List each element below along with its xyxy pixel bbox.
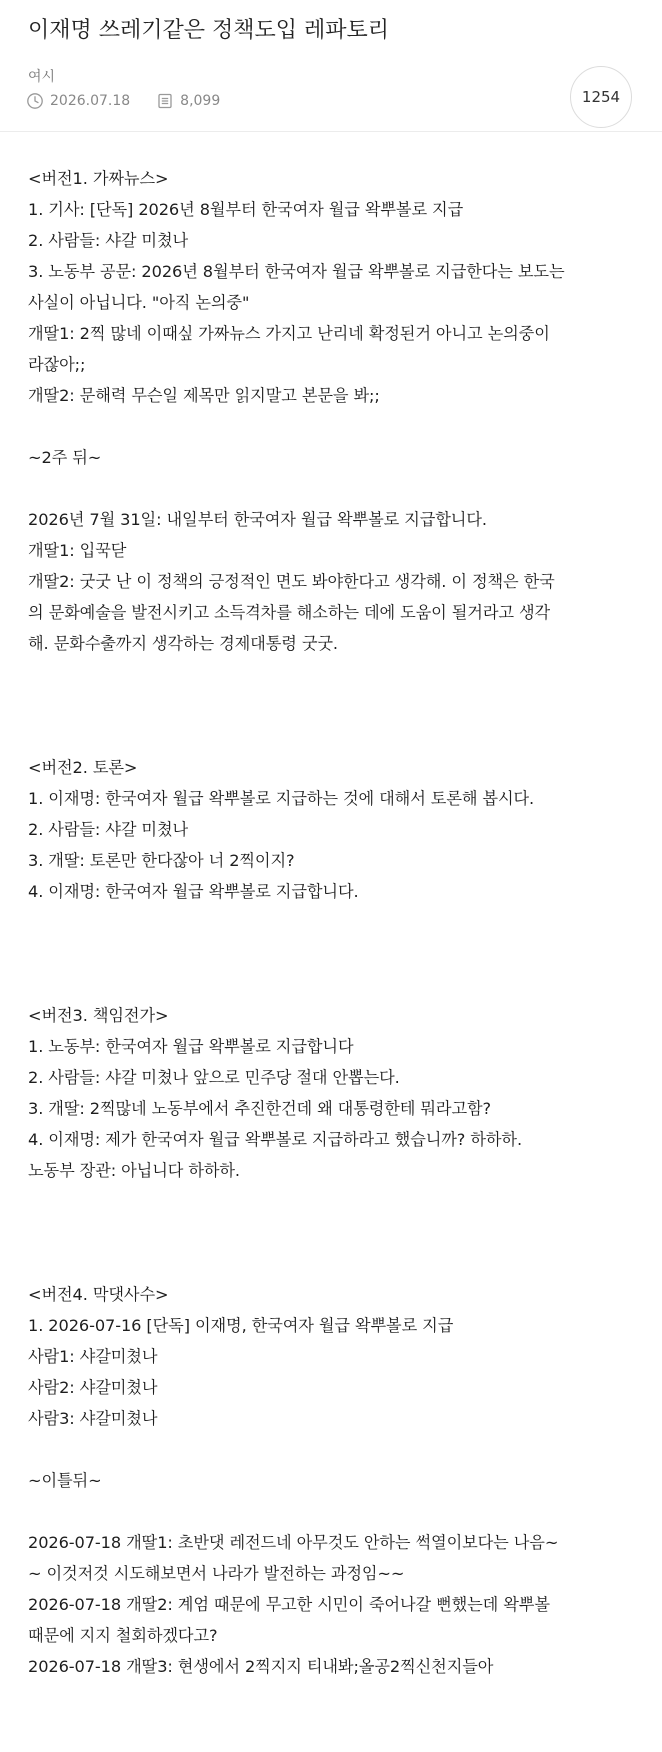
body-line: 2. 사람들: 샤갈 미쳤나 [28,231,189,250]
body-line: 3. 개딸: 2찍많네 노동부에서 추진한건데 왜 대통령한테 뭐라고함? [28,1099,492,1118]
body-line [28,1217,630,1248]
body-line [28,473,630,504]
body-line: 사실이 아닙니다. "아직 논의중" [28,293,250,312]
body-line: 라잖아;; [28,355,86,374]
post-date: 2026.07.18 [50,93,131,109]
body-line [28,659,630,690]
post-title: 이재명 쓰레기같은 정책도입 레파토리 [28,18,390,43]
body-line [28,411,630,442]
body-line: 4. 이재명: 제가 한국여자 월급 왁뿌볼로 지급하라고 했습니까? 하하하. [28,1130,523,1149]
body-line: 1. 노동부: 한국여자 월급 왁뿌볼로 지급합니다 [28,1037,354,1056]
clock-icon [26,92,44,110]
body-line: 사람2: 샤갈미쳤나 [28,1378,158,1397]
body-line: 2026-07-18 개딸2: 계엄 때문에 무고한 시민이 죽어나갈 뻔했는데 왁뿌볼 [28,1595,550,1614]
body-line: 개딸1: 입꾹닫 [28,541,127,560]
body-line [28,1434,630,1465]
body-line: ~ 이것저것 시도해보면서 나라가 발전하는 과정임~~ [28,1564,405,1583]
body-line: <버전4. 막댓사수> [28,1285,169,1304]
body-line [28,938,630,969]
body-line [28,1248,630,1279]
body-line: 노동부 장관: 아닙니다 하하하. [28,1161,240,1180]
body-line: <버전3. 책임전가> [28,1006,169,1025]
body-line: ~2주 뒤~ [28,448,102,467]
comment-count-button[interactable] [570,66,632,128]
body-line: <버전1. 가짜뉴스> [28,169,169,188]
post-meta [26,92,220,110]
view-count: 8,099 [180,93,221,109]
body-line [28,907,630,938]
body-line: 사람1: 샤갈미쳤나 [28,1347,158,1366]
body-line [28,1186,630,1217]
body-line: 개딸1: 2찍 많네 이때싶 가짜뉴스 가지고 난리네 확정된거 아니고 논의중이 [28,324,550,343]
body-line: 개딸2: 문해력 무슨일 제목만 읽지말고 본문을 봐;; [28,386,380,405]
body-line [28,721,630,752]
views-icon [156,92,174,110]
body-line: 2. 사람들: 샤갈 미쳤나 앞으로 민주당 절대 안뽑는다. [28,1068,400,1087]
body-line: <버전2. 토론> [28,758,138,777]
post-header [0,0,662,132]
body-line: 3. 노동부 공문: 2026년 8월부터 한국여자 월급 왁뿌볼로 지급한다는 보도는 [28,262,565,281]
comment-count: 1254 [581,88,621,106]
body-line: 의 문화예술을 발전시키고 소득격차를 해소하는 데에 도움이 될거라고 생각 [28,603,551,622]
body-line [28,690,630,721]
body-line: 1. 이재명: 한국여자 월급 왁뿌볼로 지급하는 것에 대해서 토론해 봅시다. [28,789,535,808]
body-line: 2. 사람들: 샤갈 미쳤나 [28,820,189,839]
body-line [28,969,630,1000]
body-line: 2026년 7월 31일: 내일부터 한국여자 월급 왁뿌볼로 지급합니다. [28,510,487,529]
body-line: 3. 개딸: 토론만 한다잖아 너 2찍이지? [28,851,295,870]
body-line: 개딸2: 굿굿 난 이 정책의 긍정적인 면도 봐야한다고 생각해. 이 정책은 한국 [28,572,555,591]
body-line: 사람3: 샤갈미쳤나 [28,1409,158,1428]
author-name[interactable]: 여시 [28,69,56,85]
body-line: 1. 기사: [단독] 2026년 8월부터 한국여자 월급 왁뿌볼로 지급 [28,200,464,219]
body-line [28,1496,630,1527]
post-body [0,132,630,1682]
body-line: 해. 문화수출까지 생각하는 경제대통령 굿굿. [28,634,338,653]
body-line: ~이틀뒤~ [28,1471,102,1490]
body-line [28,132,630,163]
body-line: 1. 2026-07-16 [단독] 이재명, 한국여자 월급 왁뿌볼로 지급 [28,1316,454,1335]
body-line: 4. 이재명: 한국여자 월급 왁뿌볼로 지급합니다. [28,882,359,901]
body-line: 2026-07-18 개딸1: 초반댓 레전드네 아무것도 안하는 썩열이보다는 나음~ [28,1533,559,1552]
body-line: 2026-07-18 개딸3: 현생에서 2찍지지 티내봐;올공2찍신천지들아 [28,1657,494,1676]
body-line: 때문에 지지 철회하겠다고? [28,1626,218,1645]
